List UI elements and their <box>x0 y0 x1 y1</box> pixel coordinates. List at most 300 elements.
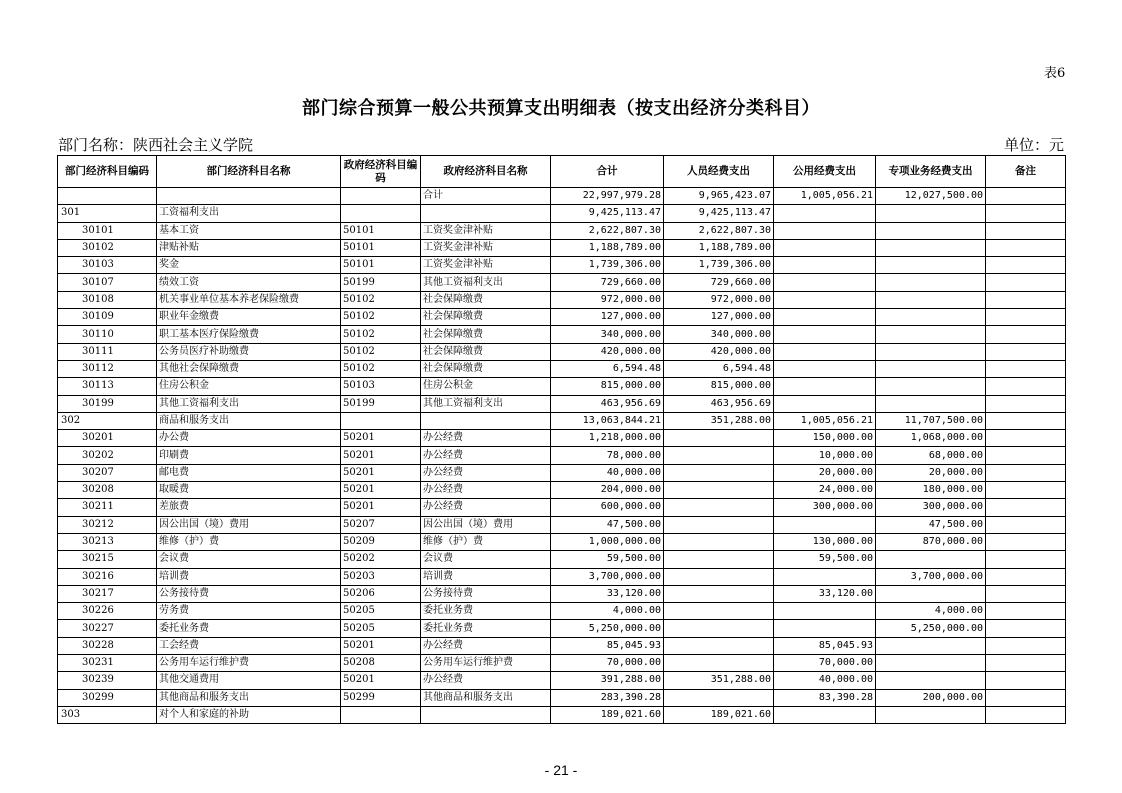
cell-dept-code: 30102 <box>58 239 157 256</box>
cell-gov-code <box>341 188 421 205</box>
cell-total: 70,000.00 <box>551 655 664 672</box>
cell-gov-name: 公务接待费 <box>421 585 551 602</box>
cell-dept-name: 因公出国（境）费用 <box>157 516 341 533</box>
table-row <box>58 188 1066 205</box>
table-row <box>58 568 1066 585</box>
cell-gov-name: 社会保障缴费 <box>421 309 551 326</box>
cell-special <box>876 378 986 395</box>
cell-remark <box>986 689 1066 706</box>
cell-gov-code: 50199 <box>341 395 421 412</box>
table-row <box>58 378 1066 395</box>
cell-gov-code: 50201 <box>341 499 421 516</box>
table-row <box>58 706 1066 723</box>
table-row <box>58 291 1066 308</box>
table-row <box>58 274 1066 291</box>
cell-dept-name: 公务用车运行维护费 <box>157 655 341 672</box>
table-row <box>58 447 1066 464</box>
cell-gov-code: 50208 <box>341 655 421 672</box>
cell-personnel <box>664 620 774 637</box>
cell-special: 68,000.00 <box>876 447 986 464</box>
cell-personnel: 9,965,423.07 <box>664 188 774 205</box>
cell-dept-name: 对个人和家庭的补助 <box>157 706 341 723</box>
cell-dept-name: 其他交通费用 <box>157 672 341 689</box>
cell-dept-code: 30111 <box>58 343 157 360</box>
cell-dept-name: 印刷费 <box>157 447 341 464</box>
cell-gov-code: 50201 <box>341 464 421 481</box>
cell-special: 870,000.00 <box>876 533 986 550</box>
cell-public: 130,000.00 <box>774 533 876 550</box>
cell-public <box>774 205 876 222</box>
cell-special <box>876 239 986 256</box>
cell-special <box>876 706 986 723</box>
cell-public: 24,000.00 <box>774 482 876 499</box>
header-dept-code: 部门经济科目编码 <box>58 156 157 188</box>
cell-dept-name: 绩效工资 <box>157 274 341 291</box>
cell-dept-code: 30112 <box>58 360 157 377</box>
cell-special: 4,000.00 <box>876 603 986 620</box>
cell-dept-code: 30208 <box>58 482 157 499</box>
cell-special <box>876 291 986 308</box>
cell-special <box>876 205 986 222</box>
cell-personnel: 6,594.48 <box>664 360 774 377</box>
cell-special: 3,700,000.00 <box>876 568 986 585</box>
table-number: 表6 <box>1044 66 1066 81</box>
cell-dept-code: 30201 <box>58 430 157 447</box>
cell-gov-code: 50102 <box>341 360 421 377</box>
page-number: - 21 - <box>544 762 578 778</box>
cell-special <box>876 343 986 360</box>
cell-dept-code: 30202 <box>58 447 157 464</box>
cell-dept-code: 30113 <box>58 378 157 395</box>
cell-dept-name: 奖金 <box>157 257 341 274</box>
cell-personnel <box>664 551 774 568</box>
cell-gov-name: 会议费 <box>421 551 551 568</box>
cell-gov-name: 办公经费 <box>421 672 551 689</box>
cell-total: 189,021.60 <box>551 706 664 723</box>
cell-public: 300,000.00 <box>774 499 876 516</box>
table-row <box>58 222 1066 239</box>
table-row <box>58 637 1066 654</box>
cell-gov-name: 社会保障缴费 <box>421 291 551 308</box>
table-row <box>58 205 1066 222</box>
cell-gov-name: 工资奖金津补贴 <box>421 222 551 239</box>
cell-gov-code: 50203 <box>341 568 421 585</box>
cell-personnel: 1,188,789.00 <box>664 239 774 256</box>
cell-special: 11,707,500.00 <box>876 412 986 429</box>
cell-total: 22,997,979.28 <box>551 188 664 205</box>
cell-gov-code <box>341 412 421 429</box>
table-row <box>58 620 1066 637</box>
cell-dept-code: 30107 <box>58 274 157 291</box>
cell-special: 12,027,500.00 <box>876 188 986 205</box>
cell-public: 59,500.00 <box>774 551 876 568</box>
cell-personnel <box>664 655 774 672</box>
cell-dept-name: 取暖费 <box>157 482 341 499</box>
cell-gov-name: 委托业务费 <box>421 603 551 620</box>
cell-total: 33,120.00 <box>551 585 664 602</box>
cell-dept-code: 30103 <box>58 257 157 274</box>
cell-total: 463,956.69 <box>551 395 664 412</box>
cell-remark <box>986 326 1066 343</box>
cell-public: 150,000.00 <box>774 430 876 447</box>
cell-dept-name: 其他工资福利支出 <box>157 395 341 412</box>
cell-public <box>774 291 876 308</box>
table-row <box>58 603 1066 620</box>
cell-remark <box>986 620 1066 637</box>
cell-dept-code: 30211 <box>58 499 157 516</box>
cell-dept-name: 培训费 <box>157 568 341 585</box>
cell-remark <box>986 482 1066 499</box>
cell-public: 1,005,056.21 <box>774 188 876 205</box>
cell-remark <box>986 551 1066 568</box>
cell-dept-code: 30227 <box>58 620 157 637</box>
cell-gov-code: 50205 <box>341 603 421 620</box>
cell-total: 1,218,000.00 <box>551 430 664 447</box>
cell-personnel: 340,000.00 <box>664 326 774 343</box>
table-row <box>58 395 1066 412</box>
header-total: 合计 <box>551 156 664 188</box>
cell-public <box>774 326 876 343</box>
cell-personnel: 2,622,807.30 <box>664 222 774 239</box>
cell-remark <box>986 343 1066 360</box>
cell-public <box>774 360 876 377</box>
cell-gov-name: 社会保障缴费 <box>421 360 551 377</box>
cell-total: 78,000.00 <box>551 447 664 464</box>
header-dept-name: 部门经济科目名称 <box>157 156 341 188</box>
cell-dept-code: 30101 <box>58 222 157 239</box>
cell-personnel: 351,288.00 <box>664 672 774 689</box>
header-gov-name: 政府经济科目名称 <box>421 156 551 188</box>
cell-public <box>774 257 876 274</box>
cell-special <box>876 274 986 291</box>
cell-dept-code <box>58 188 157 205</box>
header-public: 公用经费支出 <box>774 156 876 188</box>
table-row <box>58 499 1066 516</box>
cell-gov-code: 50205 <box>341 620 421 637</box>
cell-gov-name: 办公经费 <box>421 637 551 654</box>
cell-dept-name: 会议费 <box>157 551 341 568</box>
cell-total: 283,390.28 <box>551 689 664 706</box>
table-row <box>58 655 1066 672</box>
cell-gov-name: 其他商品和服务支出 <box>421 689 551 706</box>
cell-personnel <box>664 430 774 447</box>
cell-personnel <box>664 585 774 602</box>
cell-public <box>774 568 876 585</box>
cell-remark <box>986 360 1066 377</box>
cell-gov-code: 50102 <box>341 326 421 343</box>
cell-gov-code: 50102 <box>341 309 421 326</box>
cell-remark <box>986 239 1066 256</box>
cell-total: 6,594.48 <box>551 360 664 377</box>
cell-remark <box>986 291 1066 308</box>
cell-public <box>774 309 876 326</box>
cell-dept-code: 30207 <box>58 464 157 481</box>
table-row <box>58 464 1066 481</box>
cell-dept-code: 301 <box>58 205 157 222</box>
cell-total: 85,045.93 <box>551 637 664 654</box>
cell-dept-name: 基本工资 <box>157 222 341 239</box>
cell-public <box>774 343 876 360</box>
cell-personnel: 463,956.69 <box>664 395 774 412</box>
cell-special: 20,000.00 <box>876 464 986 481</box>
cell-special <box>876 360 986 377</box>
table-row <box>58 326 1066 343</box>
cell-dept-code: 30212 <box>58 516 157 533</box>
table-row <box>58 430 1066 447</box>
cell-public <box>774 516 876 533</box>
cell-gov-code: 50299 <box>341 689 421 706</box>
cell-gov-code: 50102 <box>341 291 421 308</box>
table-row <box>58 689 1066 706</box>
cell-special <box>876 551 986 568</box>
cell-public <box>774 222 876 239</box>
cell-gov-name: 办公经费 <box>421 430 551 447</box>
cell-total: 340,000.00 <box>551 326 664 343</box>
cell-remark <box>986 378 1066 395</box>
cell-gov-code: 50201 <box>341 672 421 689</box>
cell-gov-name: 维修（护）费 <box>421 533 551 550</box>
table-header-row <box>58 156 1066 188</box>
cell-public <box>774 603 876 620</box>
cell-gov-code: 50201 <box>341 447 421 464</box>
cell-total: 1,188,789.00 <box>551 239 664 256</box>
cell-remark <box>986 499 1066 516</box>
cell-total: 815,000.00 <box>551 378 664 395</box>
cell-personnel <box>664 464 774 481</box>
cell-gov-name: 办公经费 <box>421 447 551 464</box>
cell-public: 40,000.00 <box>774 672 876 689</box>
cell-remark <box>986 205 1066 222</box>
cell-gov-name: 其他工资福利支出 <box>421 395 551 412</box>
cell-public <box>774 378 876 395</box>
cell-special: 1,068,000.00 <box>876 430 986 447</box>
cell-gov-code: 50201 <box>341 482 421 499</box>
cell-dept-name: 维修（护）费 <box>157 533 341 550</box>
cell-dept-code: 30226 <box>58 603 157 620</box>
header-remark: 备注 <box>986 156 1066 188</box>
cell-total: 3,700,000.00 <box>551 568 664 585</box>
cell-gov-name: 培训费 <box>421 568 551 585</box>
cell-remark <box>986 464 1066 481</box>
cell-dept-name: 职工基本医疗保险缴费 <box>157 326 341 343</box>
cell-gov-code: 50103 <box>341 378 421 395</box>
cell-dept-name: 公务员医疗补助缴费 <box>157 343 341 360</box>
cell-gov-name: 工资奖金津补贴 <box>421 257 551 274</box>
cell-personnel <box>664 533 774 550</box>
cell-gov-code <box>341 205 421 222</box>
cell-gov-code: 50206 <box>341 585 421 602</box>
table-row <box>58 672 1066 689</box>
cell-total: 1,000,000.00 <box>551 533 664 550</box>
cell-special <box>876 637 986 654</box>
table-row <box>58 551 1066 568</box>
cell-dept-name: 津贴补贴 <box>157 239 341 256</box>
cell-public: 20,000.00 <box>774 464 876 481</box>
cell-gov-name <box>421 706 551 723</box>
cell-public: 33,120.00 <box>774 585 876 602</box>
cell-gov-code: 50201 <box>341 637 421 654</box>
cell-dept-name: 工会经费 <box>157 637 341 654</box>
cell-dept-name: 其他社会保障缴费 <box>157 360 341 377</box>
cell-dept-name: 劳务费 <box>157 603 341 620</box>
cell-personnel: 351,288.00 <box>664 412 774 429</box>
cell-dept-name: 委托业务费 <box>157 620 341 637</box>
table-row <box>58 239 1066 256</box>
cell-gov-name <box>421 205 551 222</box>
cell-personnel: 1,739,306.00 <box>664 257 774 274</box>
cell-total: 9,425,113.47 <box>551 205 664 222</box>
department-label: 部门名称：陕西社会主义学院 <box>58 136 254 154</box>
cell-gov-code <box>341 706 421 723</box>
cell-special <box>876 257 986 274</box>
cell-remark <box>986 585 1066 602</box>
cell-dept-code: 303 <box>58 706 157 723</box>
cell-dept-code: 30299 <box>58 689 157 706</box>
cell-personnel: 729,660.00 <box>664 274 774 291</box>
header-special: 专项业务经费支出 <box>876 156 986 188</box>
cell-dept-code: 30216 <box>58 568 157 585</box>
cell-public <box>774 274 876 291</box>
cell-special <box>876 585 986 602</box>
cell-dept-name: 其他商品和服务支出 <box>157 689 341 706</box>
budget-table <box>57 155 1066 724</box>
cell-personnel: 972,000.00 <box>664 291 774 308</box>
cell-remark <box>986 447 1066 464</box>
cell-gov-code: 50101 <box>341 222 421 239</box>
cell-personnel: 420,000.00 <box>664 343 774 360</box>
cell-special <box>876 222 986 239</box>
cell-dept-code: 30231 <box>58 655 157 672</box>
cell-dept-name: 机关事业单位基本养老保险缴费 <box>157 291 341 308</box>
cell-personnel <box>664 689 774 706</box>
cell-total: 40,000.00 <box>551 464 664 481</box>
cell-gov-name: 因公出国（境）费用 <box>421 516 551 533</box>
cell-total: 127,000.00 <box>551 309 664 326</box>
cell-remark <box>986 706 1066 723</box>
unit-label: 单位：元 <box>1003 136 1064 154</box>
table-row <box>58 533 1066 550</box>
table-row <box>58 412 1066 429</box>
cell-total: 420,000.00 <box>551 343 664 360</box>
cell-special <box>876 672 986 689</box>
cell-dept-code: 30239 <box>58 672 157 689</box>
cell-personnel: 127,000.00 <box>664 309 774 326</box>
cell-personnel <box>664 637 774 654</box>
cell-dept-name: 商品和服务支出 <box>157 412 341 429</box>
cell-gov-name: 公务用车运行维护费 <box>421 655 551 672</box>
table-body <box>58 188 1066 724</box>
cell-gov-name: 办公经费 <box>421 464 551 481</box>
cell-dept-code: 30110 <box>58 326 157 343</box>
table-row <box>58 257 1066 274</box>
cell-total: 47,500.00 <box>551 516 664 533</box>
cell-special: 47,500.00 <box>876 516 986 533</box>
cell-personnel: 189,021.60 <box>664 706 774 723</box>
cell-special <box>876 395 986 412</box>
cell-personnel <box>664 603 774 620</box>
cell-gov-name: 其他工资福利支出 <box>421 274 551 291</box>
cell-dept-name: 差旅费 <box>157 499 341 516</box>
cell-gov-name <box>421 412 551 429</box>
cell-remark <box>986 274 1066 291</box>
cell-dept-name <box>157 188 341 205</box>
cell-personnel <box>664 499 774 516</box>
cell-public <box>774 395 876 412</box>
cell-total: 5,250,000.00 <box>551 620 664 637</box>
cell-dept-name: 住房公积金 <box>157 378 341 395</box>
cell-total: 59,500.00 <box>551 551 664 568</box>
cell-special: 200,000.00 <box>876 689 986 706</box>
table-row <box>58 482 1066 499</box>
cell-gov-name: 办公经费 <box>421 499 551 516</box>
cell-remark <box>986 257 1066 274</box>
cell-total: 1,739,306.00 <box>551 257 664 274</box>
cell-dept-code: 302 <box>58 412 157 429</box>
cell-total: 204,000.00 <box>551 482 664 499</box>
cell-public <box>774 706 876 723</box>
cell-remark <box>986 430 1066 447</box>
cell-remark <box>986 603 1066 620</box>
cell-gov-code: 50101 <box>341 257 421 274</box>
cell-gov-name: 工资奖金津补贴 <box>421 239 551 256</box>
table-row <box>58 343 1066 360</box>
cell-remark <box>986 672 1066 689</box>
cell-total: 391,288.00 <box>551 672 664 689</box>
cell-dept-code: 30217 <box>58 585 157 602</box>
cell-total: 600,000.00 <box>551 499 664 516</box>
cell-dept-code: 30199 <box>58 395 157 412</box>
cell-public <box>774 239 876 256</box>
cell-special <box>876 326 986 343</box>
cell-dept-code: 30108 <box>58 291 157 308</box>
cell-personnel: 9,425,113.47 <box>664 205 774 222</box>
cell-personnel <box>664 447 774 464</box>
table-row <box>58 360 1066 377</box>
cell-public: 1,005,056.21 <box>774 412 876 429</box>
cell-special: 300,000.00 <box>876 499 986 516</box>
cell-dept-name: 公务接待费 <box>157 585 341 602</box>
cell-gov-code: 50101 <box>341 239 421 256</box>
cell-public: 85,045.93 <box>774 637 876 654</box>
cell-personnel <box>664 516 774 533</box>
cell-gov-code: 50207 <box>341 516 421 533</box>
cell-special: 180,000.00 <box>876 482 986 499</box>
cell-dept-code: 30213 <box>58 533 157 550</box>
cell-gov-name: 合计 <box>421 188 551 205</box>
cell-dept-name: 办公费 <box>157 430 341 447</box>
cell-public: 70,000.00 <box>774 655 876 672</box>
cell-total: 13,063,844.21 <box>551 412 664 429</box>
table-row <box>58 585 1066 602</box>
cell-remark <box>986 309 1066 326</box>
cell-gov-code: 50209 <box>341 533 421 550</box>
cell-total: 729,660.00 <box>551 274 664 291</box>
cell-personnel <box>664 568 774 585</box>
cell-dept-code: 30228 <box>58 637 157 654</box>
cell-dept-code: 30109 <box>58 309 157 326</box>
cell-special <box>876 655 986 672</box>
cell-dept-name: 职业年金缴费 <box>157 309 341 326</box>
document-title: 部门综合预算一般公共预算支出明细表（按支出经济分类科目） <box>302 98 820 119</box>
cell-total: 2,622,807.30 <box>551 222 664 239</box>
cell-special <box>876 309 986 326</box>
cell-remark <box>986 412 1066 429</box>
cell-public: 10,000.00 <box>774 447 876 464</box>
cell-remark <box>986 533 1066 550</box>
cell-total: 4,000.00 <box>551 603 664 620</box>
cell-gov-name: 社会保障缴费 <box>421 326 551 343</box>
cell-dept-name: 工资福利支出 <box>157 205 341 222</box>
